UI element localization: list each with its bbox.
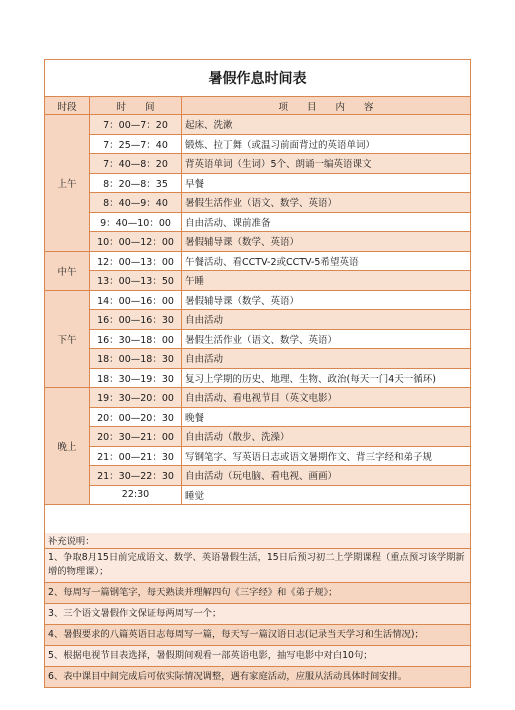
time-cell: 8：20—8：35 — [90, 173, 182, 193]
time-cell: 14：00—16：00 — [90, 290, 182, 310]
schedule-table — [44, 96, 471, 505]
item-cell: 复习上学期的历史、地理、生物、政治(每天一门4天一循环) — [182, 368, 471, 388]
schedule-row — [45, 485, 471, 505]
item-cell: 自由活动、看电视节目（英文电影） — [182, 388, 471, 408]
period-label: 上午 — [45, 115, 90, 252]
time-cell: 16：00—16：30 — [90, 310, 182, 330]
item-cell: 自由活动（散步、洗澡） — [182, 427, 471, 447]
schedule-row — [45, 329, 471, 349]
time-cell: 19：30—20：00 — [90, 388, 182, 408]
schedule-row — [45, 115, 471, 135]
schedule-row — [45, 368, 471, 388]
time-cell: 21：30—22：30 — [90, 466, 182, 486]
period-label: 下午 — [45, 290, 90, 388]
time-cell: 7：40—8：20 — [90, 154, 182, 174]
notes-heading: 补充说明： — [44, 533, 471, 549]
note-item: 6、表中课目中间完成后可依实际情况调整，遇有家庭活动，应服从活动具体时间安排。 — [44, 667, 471, 688]
schedule-row — [45, 349, 471, 369]
item-cell: 暑假辅导课（数学、英语） — [182, 232, 471, 252]
time-cell: 16：30—18：00 — [90, 329, 182, 349]
item-cell: 晚餐 — [182, 407, 471, 427]
time-cell: 7：25—7：40 — [90, 134, 182, 154]
time-cell: 8：40—9：40 — [90, 193, 182, 213]
schedule-row — [45, 271, 471, 291]
schedule-row — [45, 446, 471, 466]
schedule-row — [45, 173, 471, 193]
schedule-body — [45, 115, 471, 505]
time-cell: 13：00—13：50 — [90, 271, 182, 291]
time-cell: 9：40—10：00 — [90, 212, 182, 232]
schedule-row — [45, 407, 471, 427]
time-cell: 7：00—7：20 — [90, 115, 182, 135]
item-cell: 起床、洗漱 — [182, 115, 471, 135]
schedule-row — [45, 310, 471, 330]
schedule-row — [45, 427, 471, 447]
header-time: 时 间 — [90, 97, 182, 115]
item-cell: 午餐活动、看CCTV-2或CCTV-5希望英语 — [182, 251, 471, 271]
time-cell: 10：00—12：00 — [90, 232, 182, 252]
item-cell: 背英语单词（生词）5个、朗诵一编英语课文 — [182, 154, 471, 174]
item-cell: 自由活动（玩电脑、看电视、画画） — [182, 466, 471, 486]
note-item: 3、三个语文暑假作文保证每两周写一个； — [44, 604, 471, 625]
item-cell: 暑假生活作业（语文、数学、英语） — [182, 193, 471, 213]
schedule-row — [45, 232, 471, 252]
header-period: 时段 — [45, 97, 90, 115]
schedule-row — [45, 251, 471, 271]
time-cell: 21：00—21：30 — [90, 446, 182, 466]
item-cell: 自由活动 — [182, 349, 471, 369]
period-label: 中午 — [45, 251, 90, 290]
page-title: 暑假作息时间表 — [44, 59, 471, 97]
item-cell: 自由活动、课前准备 — [182, 212, 471, 232]
schedule-row — [45, 212, 471, 232]
notes-section — [44, 533, 471, 688]
time-cell: 12：00—13：00 — [90, 251, 182, 271]
item-cell: 睡觉 — [182, 485, 471, 505]
time-cell: 22:30 — [90, 485, 182, 505]
item-cell: 午睡 — [182, 271, 471, 291]
time-cell: 18：00—18：30 — [90, 349, 182, 369]
period-label: 晚上 — [45, 388, 90, 505]
header-row — [45, 97, 471, 115]
item-cell: 暑假辅导课（数学、英语） — [182, 290, 471, 310]
item-cell: 早餐 — [182, 173, 471, 193]
item-cell: 暑假生活作业（语文、数学、英语） — [182, 329, 471, 349]
time-cell: 18：30—19：30 — [90, 368, 182, 388]
note-item: 2、每周写一篇钢笔字，每天熟读并理解四句《三字经》和《弟子规》； — [44, 583, 471, 604]
note-item: 1、争取8月15日前完成语文、数学、英语暑假生活，15日后预习初二上学期课程（重点预习该学期新增的物理课）； — [44, 549, 471, 583]
schedule-row — [45, 154, 471, 174]
schedule-row — [45, 290, 471, 310]
schedule-row — [45, 388, 471, 408]
item-cell: 锻炼、拉丁舞（或温习前面背过的英语单词） — [182, 134, 471, 154]
time-cell: 20：00—20：30 — [90, 407, 182, 427]
header-item: 项 目 内 容 — [182, 97, 471, 115]
schedule-row — [45, 134, 471, 154]
item-cell: 写钢笔字、写英语日志或语文暑期作文、背三字经和弟子规 — [182, 446, 471, 466]
schedule-row — [45, 466, 471, 486]
item-cell: 自由活动 — [182, 310, 471, 330]
note-item: 5、根据电视节目表选择，暑假期间观看一部英语电影，抽写电影中对白10句； — [44, 646, 471, 667]
note-item: 4、暑假要求的八篇英语日志每周写一篇，每天写一篇汉语日志(记录当天学习和生活情况)； — [44, 625, 471, 646]
schedule-row — [45, 193, 471, 213]
time-cell: 20：30—21：00 — [90, 427, 182, 447]
